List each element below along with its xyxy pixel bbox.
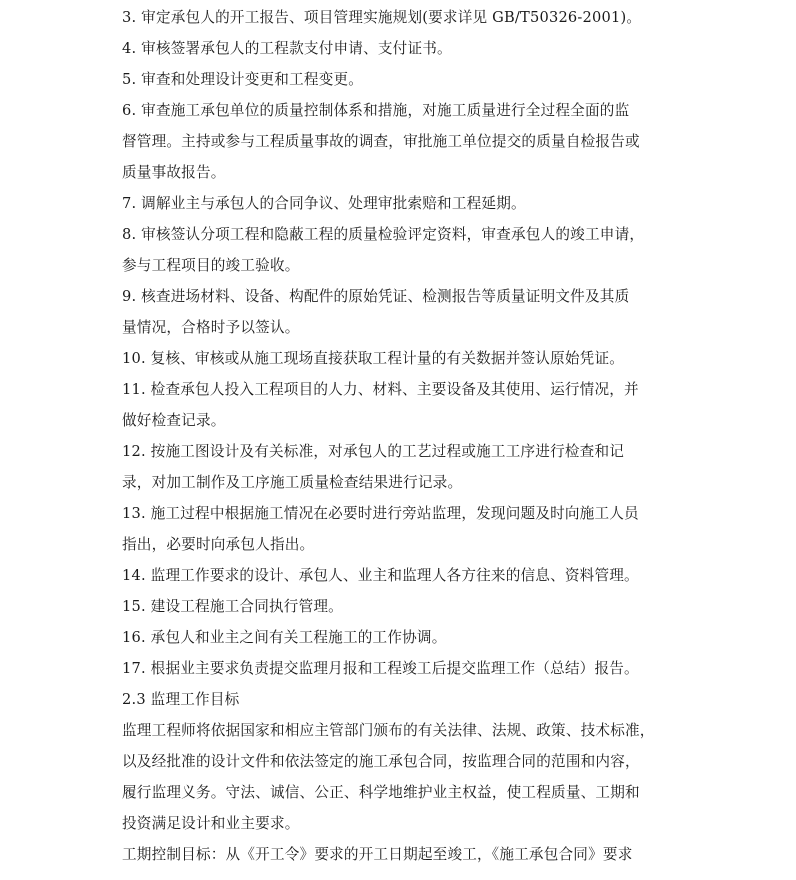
- text-line-item-9: 9. 核查进场材料、设备、构配件的原始凭证、检测报告等质量证明文件及其质: [122, 288, 630, 305]
- text-line-item-17: 17. 根据业主要求负责提交监理月报和工程竣工后提交监理工作（总结）报告。: [122, 660, 639, 677]
- section-heading: 2.3 监理工作目标: [122, 691, 240, 708]
- text-line-item-15: 15. 建设工程施工合同执行管理。: [122, 598, 343, 615]
- text-line-item-11: 11. 检查承包人投入工程项目的人力、材料、主要设备及其使用、运行情况，并: [122, 381, 639, 398]
- text-line-item-13: 13. 施工过程中根据施工情况在必要时进行旁站监理，发现问题及时向施工人员: [122, 505, 639, 522]
- text-line-item-12: 12. 按施工图设计及有关标准，对承包人的工艺过程或施工工序进行检查和记: [122, 443, 625, 460]
- text-line-item-16: 16. 承包人和业主之间有关工程施工的工作协调。: [122, 629, 447, 646]
- text-line-item-13-cont: 指出，必要时向承包人指出。: [122, 536, 315, 553]
- paragraph-line-2: 以及经批准的设计文件和依法签定的施工承包合同，按监理合同的范围和内容，: [122, 753, 640, 770]
- text-line-item-11-cont: 做好检查记录。: [122, 412, 226, 429]
- text-line-item-9-cont: 量情况，合格时予以签认。: [122, 319, 300, 336]
- paragraph-line-3: 履行监理义务。守法、诚信、公正、科学地维护业主权益，使工程质量、工期和: [122, 784, 640, 801]
- text-line-item-12-cont: 录，对加工制作及工序施工质量检查结果进行记录。: [122, 474, 463, 491]
- text-line-item-4: 4. 审核签署承包人的工程款支付申请、支付证书。: [122, 40, 452, 57]
- paragraph-line-4: 投资满足设计和业主要求。: [122, 815, 300, 832]
- text-line-item-8: 8. 审核签认分项工程和隐蔽工程的质量检验评定资料，审查承包人的竣工申请，: [122, 226, 645, 243]
- text-line-item-6-cont-2: 质量事故报告。: [122, 164, 226, 181]
- paragraph-line-1: 监理工程师将依据国家和相应主管部门颁布的有关法律、法规、政策、技术标准，: [122, 722, 655, 739]
- text-line-item-10: 10. 复核、审核或从施工现场直接获取工程计量的有关数据并签认原始凭证。: [122, 350, 625, 367]
- text-line-item-5: 5. 审查和处理设计变更和工程变更。: [122, 71, 364, 88]
- text-line-item-3: 3. 审定承包人的开工报告、项目管理实施规划(要求详见 GB/T50326-2001)。: [122, 9, 642, 26]
- text-line-item-14: 14. 监理工作要求的设计、承包人、业主和监理人各方往来的信息、资料管理。: [122, 567, 639, 584]
- text-line-item-6: 6. 审查施工承包单位的质量控制体系和措施，对施工质量进行全过程全面的监: [122, 102, 630, 119]
- text-line-item-8-cont: 参与工程项目的竣工验收。: [122, 257, 300, 274]
- paragraph-line-5: 工期控制目标：从《开工令》要求的开工日期起至竣工，《施工承包合同》要求: [122, 846, 633, 863]
- text-line-item-7: 7. 调解业主与承包人的合同争议、处理审批索赔和工程延期。: [122, 195, 526, 212]
- text-line-item-6-cont: 督管理。主持或参与工程质量事故的调查，审批施工单位提交的质量自检报告或: [122, 133, 640, 150]
